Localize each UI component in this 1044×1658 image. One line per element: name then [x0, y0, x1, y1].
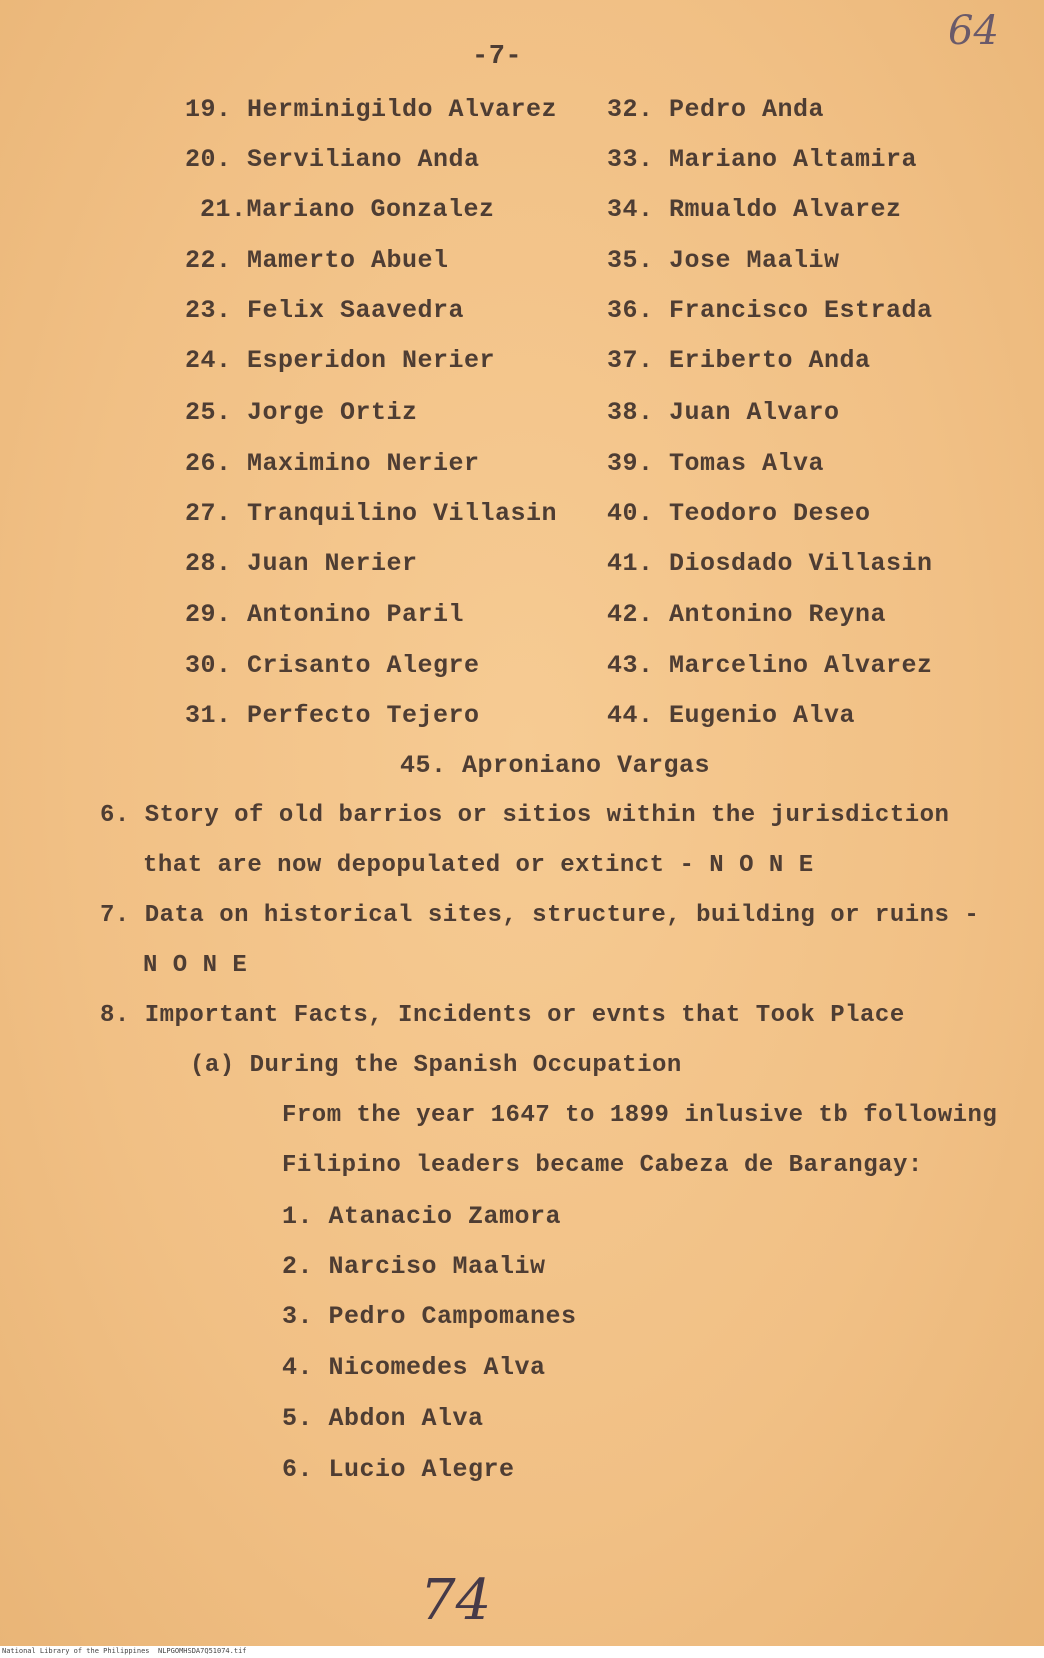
cabeza-item: 1. Atanacio Zamora	[282, 1202, 562, 1231]
name-item: 32. Pedro Anda	[607, 95, 825, 124]
name-item: 33. Mariano Altamira	[607, 145, 918, 174]
cabeza-item: 2. Narciso Maaliw	[282, 1252, 546, 1281]
footer-source: National Library of the Philippines	[2, 1647, 150, 1655]
item-6-text: that are now depopulated or extinct - N O N E	[143, 852, 814, 879]
name-item: 35. Jose Maaliw	[607, 246, 840, 275]
name-item: 34. Rmualdo Alvarez	[607, 195, 902, 224]
name-item: 42. Antonino Reyna	[607, 600, 887, 629]
name-item: 26. Maximino Nerier	[185, 449, 480, 478]
name-item: 31. Perfecto Tejero	[185, 701, 480, 730]
cabeza-item: 4. Nicomedes Alva	[282, 1353, 546, 1382]
name-item: 20. Serviliano Anda	[185, 145, 480, 174]
name-item: 19. Herminigildo Alvarez	[185, 95, 558, 124]
name-item: 23. Felix Saavedra	[185, 296, 465, 325]
item-6-heading: 6. Story of old barrios or sitios within the jurisdiction	[100, 802, 950, 829]
name-item: 30. Crisanto Alegre	[185, 651, 480, 680]
page-number: -7-	[472, 42, 523, 72]
name-item: 27. Tranquilino Villasin	[185, 499, 558, 528]
cabeza-item: 6. Lucio Alegre	[282, 1455, 515, 1484]
name-item: 39. Tomas Alva	[607, 449, 825, 478]
item-8a-text: From the year 1647 to 1899 inlusive tb following	[282, 1102, 998, 1129]
item-7-text: N O N E	[143, 952, 248, 979]
name-item: 38. Juan Alvaro	[607, 398, 840, 427]
name-item: 21.Mariano Gonzalez	[200, 195, 495, 224]
name-item: 37. Eriberto Anda	[607, 346, 871, 375]
item-8-heading: 8. Important Facts, Incidents or evnts that Took Place	[100, 1002, 905, 1029]
cabeza-item: 3. Pedro Campomanes	[282, 1302, 577, 1331]
name-item: 29. Antonino Paril	[185, 600, 465, 629]
name-item: 25. Jorge Ortiz	[185, 398, 418, 427]
scan-footer	[0, 1646, 1044, 1658]
cabeza-item: 5. Abdon Alva	[282, 1404, 484, 1433]
name-item: 43. Marcelino Alvarez	[607, 651, 933, 680]
name-item: 24. Esperidon Nerier	[185, 346, 496, 375]
name-item: 28. Juan Nerier	[185, 549, 418, 578]
item-8a-heading: (a) During the Spanish Occupation	[190, 1052, 682, 1079]
name-item: 40. Teodoro Deseo	[607, 499, 871, 528]
name-item: 41. Diosdado Villasin	[607, 549, 933, 578]
handwritten-bottom-number: 74	[420, 1568, 492, 1633]
handwritten-page-number: 64	[948, 8, 999, 54]
name-item: 22. Mamerto Abuel	[185, 246, 449, 275]
name-item: 36. Francisco Estrada	[607, 296, 933, 325]
item-8a-text: Filipino leaders became Cabeza de Barangay:	[282, 1152, 923, 1179]
footer-filename: NLPGOMHSDA7Q51074.tif	[158, 1647, 247, 1655]
name-item: 44. Eugenio Alva	[607, 701, 856, 730]
name-item-45: 45. Aproniano Vargas	[400, 751, 711, 780]
item-7-heading: 7. Data on historical sites, structure, building or ruins -	[100, 902, 980, 929]
